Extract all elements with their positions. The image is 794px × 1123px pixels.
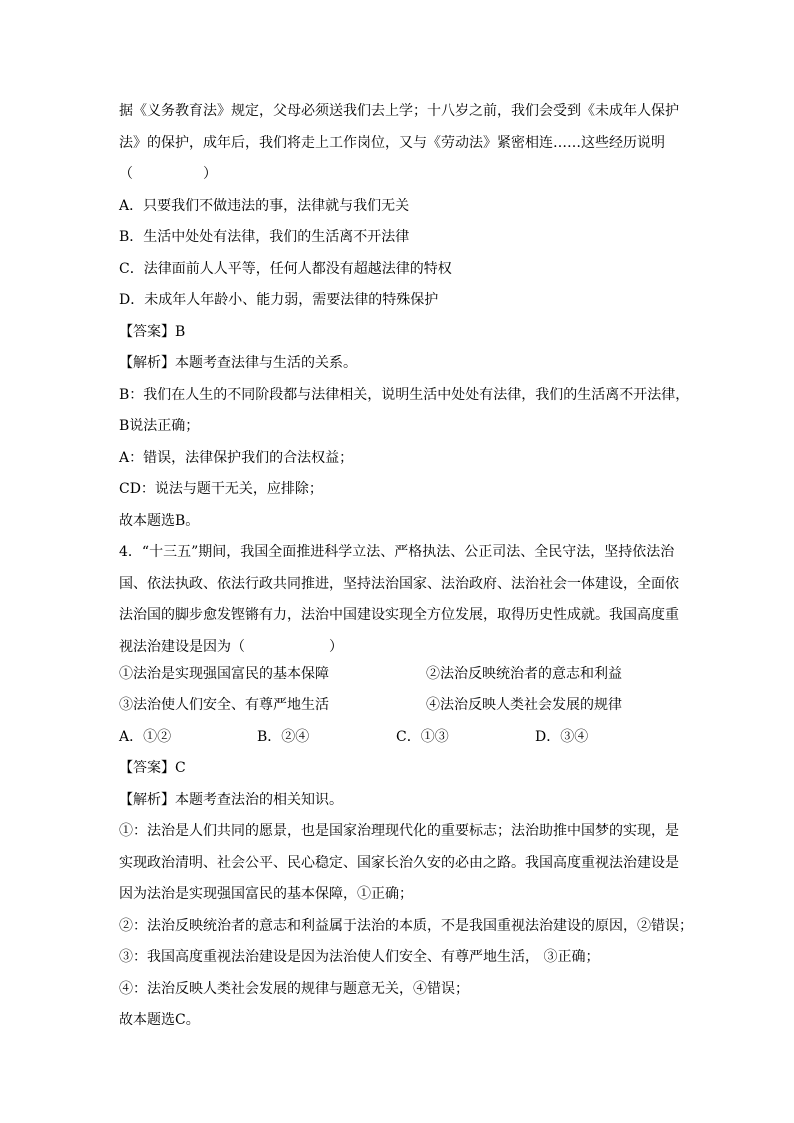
q4-analysis-line: 【解析】本题考查法治的相关知识。	[119, 792, 343, 808]
q3-option-b: B．生活中处处有法律，我们的生活离不开法律	[119, 229, 410, 245]
q4-stem-line: 视法治建设是因为（ ）	[119, 639, 343, 655]
q4-choice-b: B．②④	[257, 729, 310, 745]
q3-answer-blank: （ ）	[119, 166, 217, 182]
q4-stem-line: 国、依法执政、依法行政共同推进，坚持法治国家、法治政府、法治社会一体建设，全面依	[119, 576, 679, 592]
q4-statement-3: ③法治使人们安全、有尊严地生活	[119, 697, 329, 713]
q4-answer: 【答案】C	[119, 760, 186, 776]
q4-analysis-line: ①：法治是人们共同的愿景，也是国家治理现代化的重要标志；法治助推中国梦的实现，是	[119, 823, 679, 839]
q4-statement-2: ②法治反映统治者的意志和利益	[426, 666, 622, 682]
q4-analysis-line: ④：法治反映人类社会发展的规律与题意无关，④错误；	[119, 981, 469, 997]
q4-analysis-line: ②：法治反映统治者的意志和利益属于法治的本质，不是我国重视法治建设的原因，②错误；	[119, 918, 693, 934]
q4-choice-d: D．③④	[535, 729, 589, 745]
q4-stem-line: 4．“十三五”期间，我国全面推进科学立法、严格执法、公正司法、全民守法，坚持依法治	[119, 544, 675, 560]
q3-option-a: A．只要我们不做违法的事，法律就与我们无关	[119, 198, 410, 214]
q4-analysis-line: 因为法治是实现强国富民的基本保障，①正确；	[119, 886, 413, 902]
q4-analysis-line: 故本题选C。	[119, 1012, 200, 1028]
q3-analysis-line: 【解析】本题考查法律与生活的关系。	[119, 355, 357, 371]
q4-statement-1: ①法治是实现强国富民的基本保障	[119, 666, 329, 682]
q3-stem-line: 据《义务教育法》规定，父母必须送我们去上学；十八岁之前，我们会受到《未成年人保护	[119, 103, 679, 119]
q4-stem-line: 法治国的脚步愈发铿锵有力，法治中国建设实现全方位发展，取得历史性成就。我国高度重	[119, 607, 679, 623]
q3-answer: 【答案】B	[119, 324, 186, 340]
q3-option-d: D．未成年人年龄小、能力弱，需要法律的特殊保护	[119, 292, 439, 308]
q4-analysis-line: ③：我国高度重视法治建设是因为法治使人们安全、有尊严地生活， ③正确；	[119, 949, 600, 965]
q3-stem-line: 法》的保护，成年后，我们将走上工作岗位，又与《劳动法》紧密相连……这些经历说明	[119, 135, 665, 151]
q4-statement-4: ④法治反映人类社会发展的规律	[426, 697, 622, 713]
q3-option-c: C．法律面前人人平等，任何人都没有超越法律的特权	[119, 261, 452, 277]
q4-analysis-line: 实现政治清明、社会公平、民心稳定、国家长治久安的必由之路。我国高度重视法治建设是	[119, 855, 679, 871]
q3-analysis-line: 故本题选B。	[119, 513, 200, 529]
q3-analysis-line: CD：说法与题干无关，应排除；	[119, 481, 323, 497]
q3-analysis-line: B说法正确；	[119, 418, 200, 434]
q4-choice-a: A．①②	[119, 729, 172, 745]
q3-analysis-line: B：我们在人生的不同阶段都与法律相关，说明生活中处处有法律，我们的生活离不开法律，	[119, 387, 690, 403]
q3-analysis-line: A：错误，法律保护我们的合法权益；	[119, 450, 354, 466]
q4-choice-c: C．①③	[396, 729, 449, 745]
